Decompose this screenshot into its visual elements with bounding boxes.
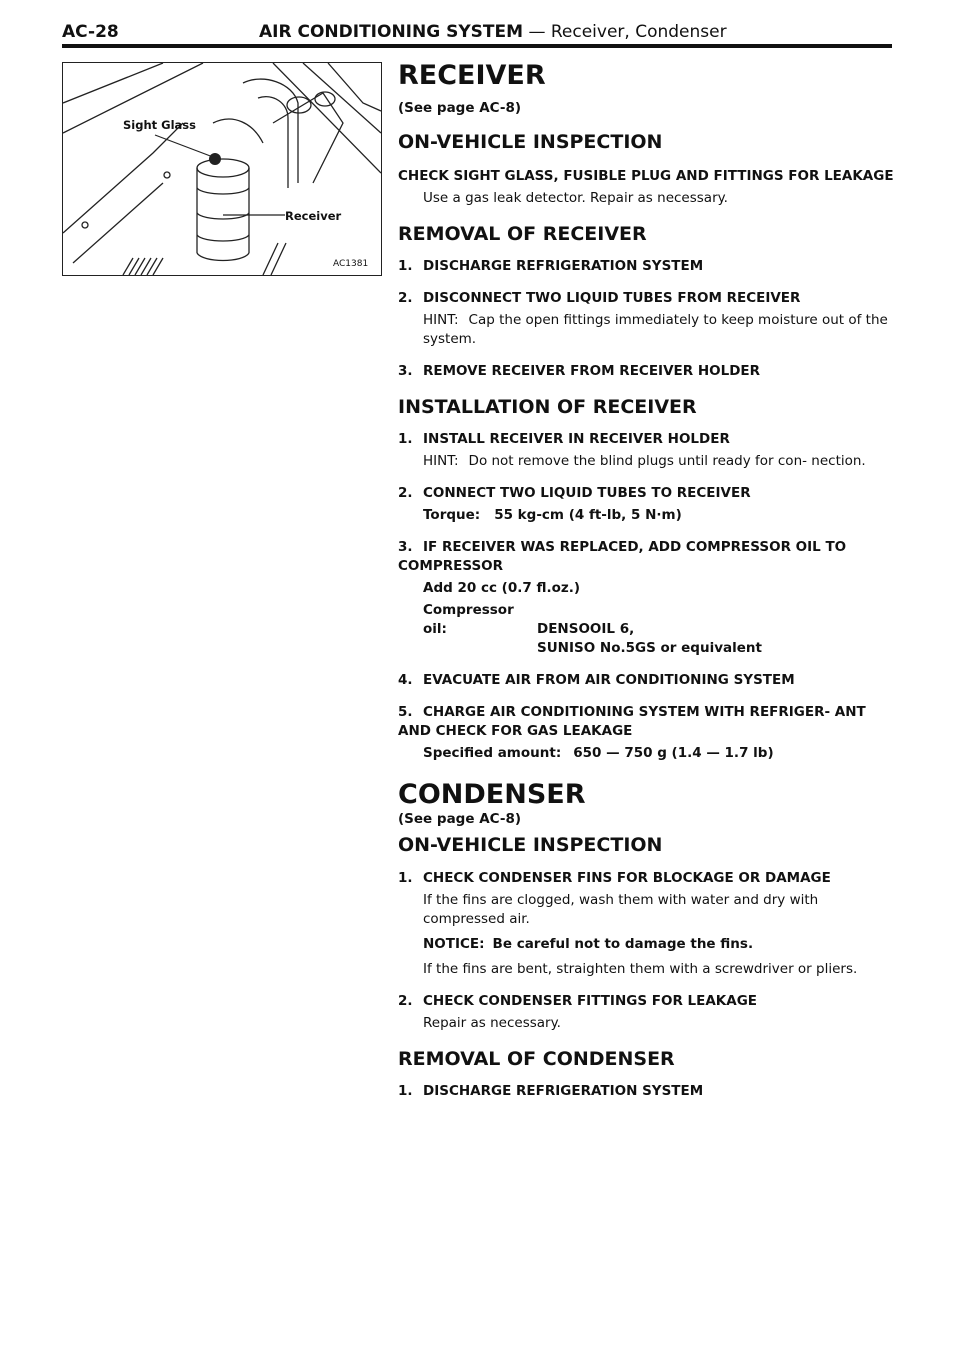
receiver-inspection-text: Use a gas leak detector. Repair as necessary. [423,190,728,206]
step-number: 3. [398,539,413,555]
step-number: 1. [398,870,413,886]
receiver-install-step-5 [398,703,898,741]
step-text: INSTALL RECEIVER IN RECEIVER HOLDER [423,431,730,447]
receiver-install-step-2 [398,484,898,503]
header-title [259,22,727,42]
header-rule [62,44,892,48]
step-number: 1. [398,431,413,447]
step-number: 1. [398,1083,413,1099]
receiver-inspection-step: CHECK SIGHT GLASS, FUSIBLE PLUG AND FITTINGS FOR LEAKAGE [398,168,894,184]
condenser-step-1-text-2: If the fins are bent, straighten them with a screwdriver or pliers. [423,961,858,977]
step-number: 5. [398,704,413,720]
oil-label: Compressor oil: [423,602,514,637]
receiver-removal-step-1 [398,257,898,276]
label-receiver: Receiver [285,209,342,223]
step-text: REMOVE RECEIVER FROM RECEIVER HOLDER [423,363,761,379]
condenser-step-2 [398,992,898,1011]
step-text: CHECK CONDENSER FINS FOR BLOCKAGE OR DAMAGE [423,870,831,886]
section-title: AIR CONDITIONING SYSTEM [259,22,524,42]
page-number: AC-28 [62,22,119,42]
condenser-step-1 [398,869,898,888]
figure-code: AC1381 [333,259,369,269]
step-number: 2. [398,993,413,1009]
receiver-install-title: INSTALLATION OF RECEIVER [398,396,697,418]
step-number: 2. [398,485,413,501]
step-text: CHECK CONDENSER FITTINGS FOR LEAKAGE [423,993,758,1009]
step-text: DISCONNECT TWO LIQUID TUBES FROM RECEIVER [423,290,801,306]
condenser-inspection-title: ON-VEHICLE INSPECTION [398,834,663,856]
receiver-install-step-4 [398,671,898,690]
step-text: EVACUATE AIR FROM AIR CONDITIONING SYSTEM [423,672,795,688]
compressor-oil-spec [423,601,898,639]
notice-text: Be careful not to damage the fins. [492,936,754,952]
receiver-removal-step-2 [398,289,898,308]
condenser-page-ref: (See page AC-8) [398,811,522,827]
step-text: IF RECEIVER WAS REPLACED, ADD COMPRESSOR OIL TO COMPRESSOR [398,539,847,574]
compressor-oil-spec-2 [423,639,898,658]
hint-label: HINT: [423,312,459,328]
step-number: 4. [398,672,413,688]
oil-value-2: SUNISO No.5GS or equivalent [537,640,762,656]
step-number: 2. [398,290,413,306]
step-number: 1. [398,258,413,274]
step-text: DISCHARGE REFRIGERATION SYSTEM [423,1083,704,1099]
label-sight-glass: Sight Glass [123,118,196,132]
condenser-removal-title: REMOVAL OF CONDENSER [398,1048,675,1070]
oil-value-1: DENSOOIL 6, [537,621,635,637]
hint-text: Cap the open fittings immediately to keep moisture out of the system. [423,312,888,347]
notice-label: NOTICE: [423,936,485,952]
hint-label: HINT: [423,453,459,469]
section-condenser-title: CONDENSER [398,779,586,810]
step-text: CHARGE AIR CONDITIONING SYSTEM WITH REFRIGER- ANT AND CHECK FOR GAS LEAKAGE [398,704,866,739]
receiver-removal-hint [423,311,898,349]
page-header [62,20,892,46]
subsection-title: — Receiver, Condenser [528,22,727,42]
torque-label: Torque: [423,507,481,523]
oil-add-amount: Add 20 cc (0.7 fl.oz.) [423,580,581,596]
condenser-notice [423,935,898,954]
receiver-drawing [63,63,381,275]
receiver-removal-step-3 [398,362,898,381]
amount-label: Specified amount: [423,745,562,761]
receiver-removal-title: REMOVAL OF RECEIVER [398,223,647,245]
receiver-illustration [62,62,382,276]
hint-text: Do not remove the blind plugs until ready for con- nection. [468,453,866,469]
torque-spec [423,506,898,525]
main-content [398,60,898,1101]
receiver-page-ref: (See page AC-8) [398,100,522,116]
receiver-install-step-3 [398,538,898,576]
receiver-inspection-title: ON-VEHICLE INSPECTION [398,131,663,153]
step-text: CONNECT TWO LIQUID TUBES TO RECEIVER [423,485,751,501]
condenser-step-2-text: Repair as necessary. [423,1015,561,1031]
amount-value: 650 — 750 g (1.4 — 1.7 lb) [573,745,774,761]
step-number: 3. [398,363,413,379]
specified-amount [423,744,898,763]
section-receiver-title: RECEIVER [398,60,546,91]
receiver-install-hint [423,452,898,471]
condenser-removal-step-1 [398,1082,898,1101]
receiver-install-step-1 [398,430,898,449]
condenser-step-1-text: If the fins are clogged, wash them with water and dry with compressed air. [423,892,819,927]
step-text: DISCHARGE REFRIGERATION SYSTEM [423,258,704,274]
torque-value: 55 kg-cm (4 ft-lb, 5 N·m) [494,507,682,523]
